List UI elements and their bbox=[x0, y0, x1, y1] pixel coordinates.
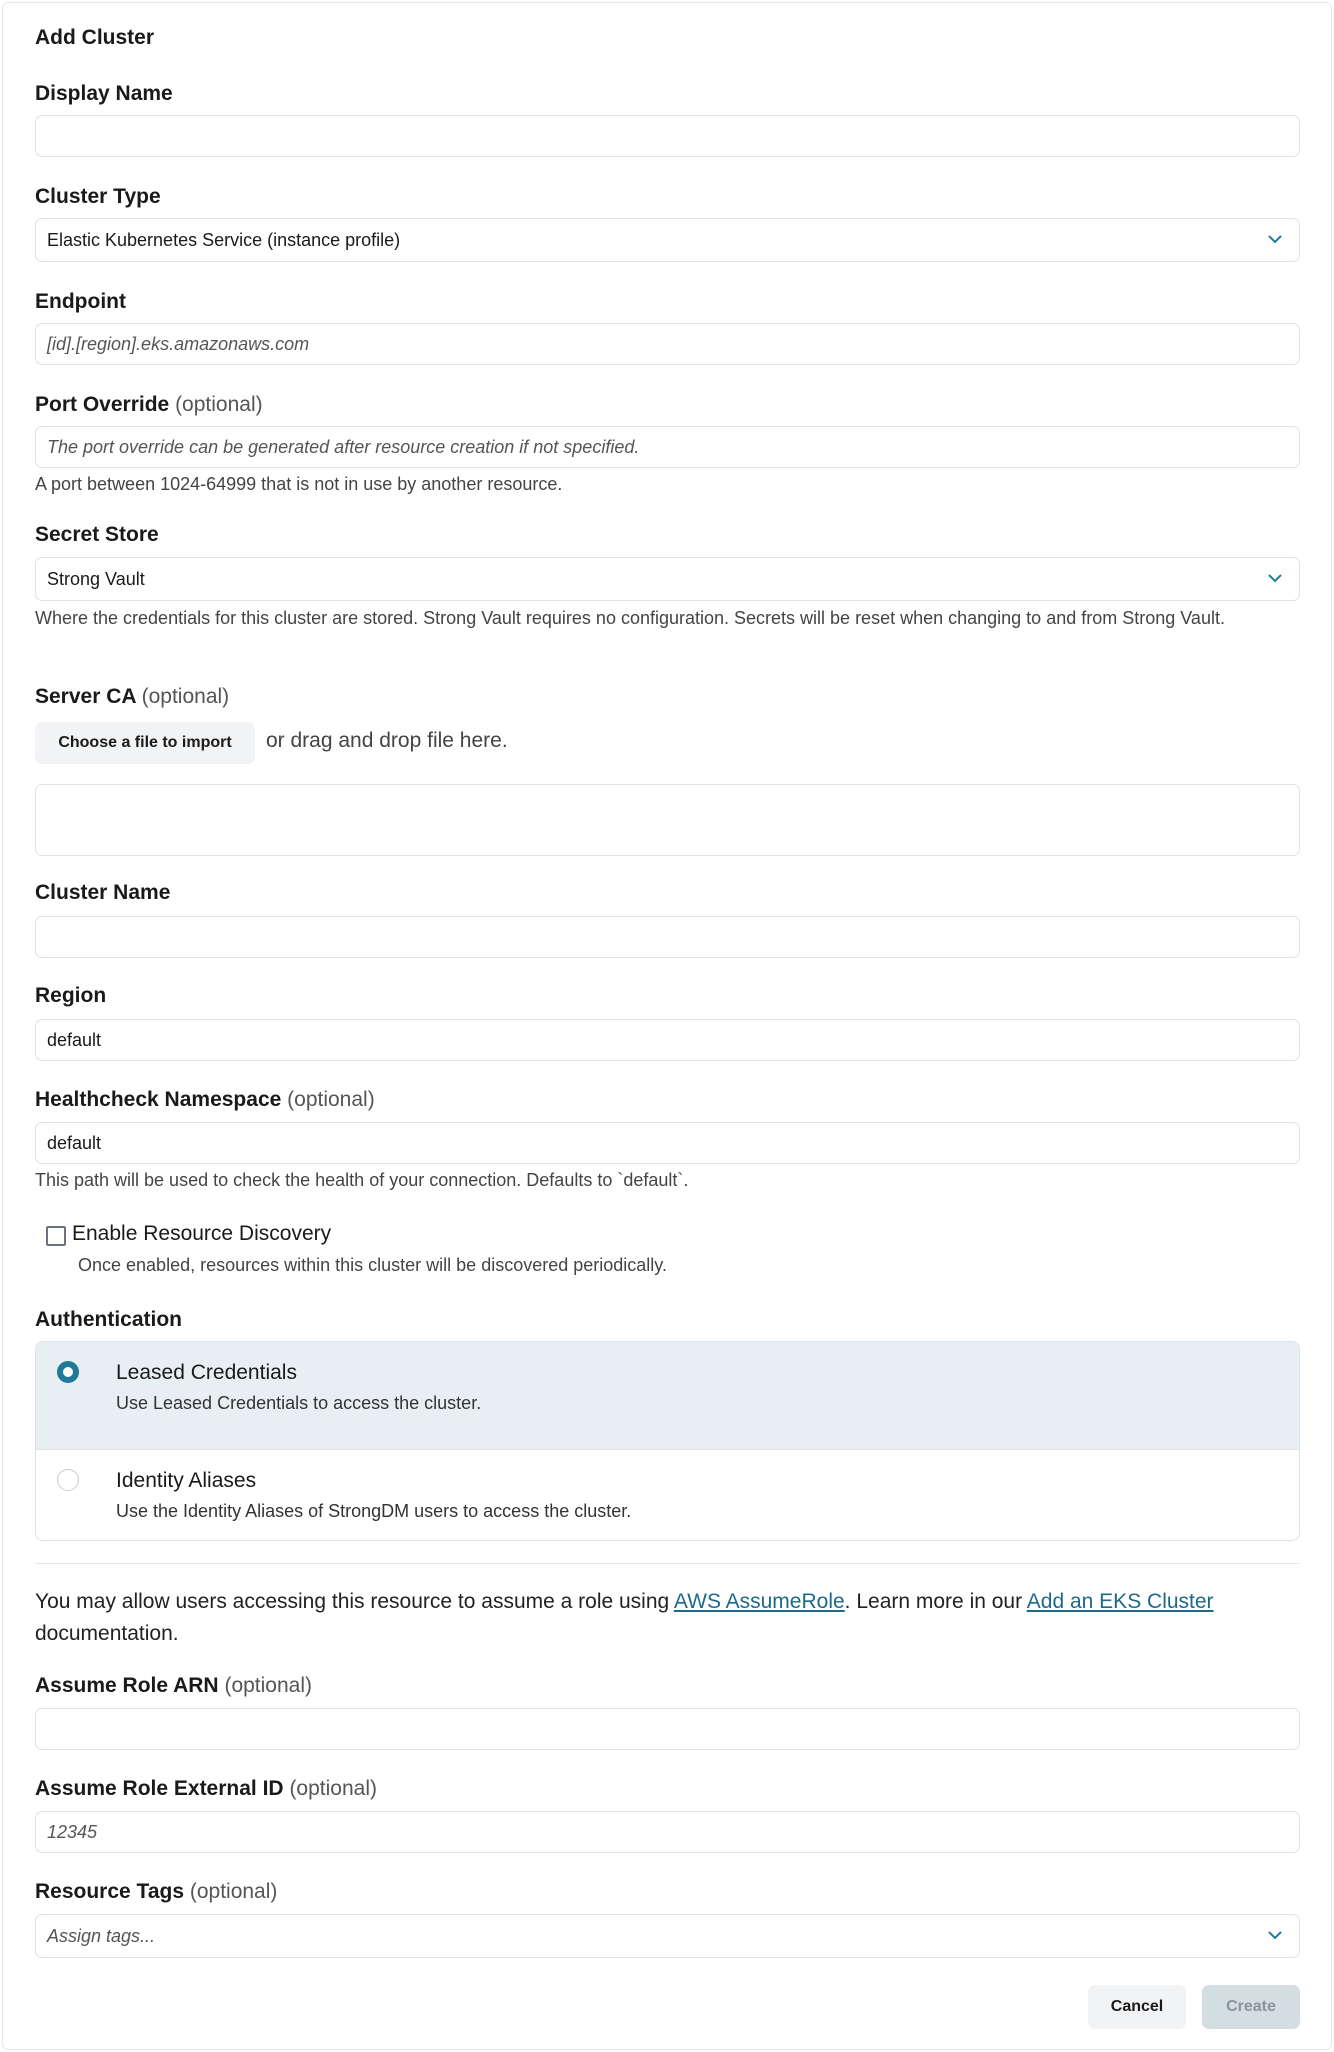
section-divider bbox=[35, 1563, 1300, 1564]
server-ca-textarea[interactable] bbox=[35, 784, 1300, 856]
drop-file-text: or drag and drop file here. bbox=[266, 729, 508, 752]
cluster-name-input[interactable] bbox=[35, 916, 1300, 958]
healthcheck-namespace-help: This path will be used to check the health of your connection. Defaults to `default`. bbox=[35, 1170, 689, 1190]
cluster-type-label: Cluster Type bbox=[35, 185, 161, 208]
secret-store-help: Where the credentials for this cluster are stored. Strong Vault requires no configuration. Secrets will be reset when changing to and from Strong Vault. bbox=[35, 608, 1225, 628]
auth-option-subtitle: Use Leased Credentials to access the cluster. bbox=[116, 1393, 482, 1413]
info-text: . Learn more in our bbox=[844, 1590, 1027, 1613]
resource-tags-select[interactable] bbox=[35, 1914, 1300, 1958]
aws-assumerole-link[interactable]: AWS AssumeRole bbox=[673, 1590, 845, 1613]
auth-option-title: Identity Aliases bbox=[116, 1469, 257, 1492]
enable-resource-discovery-label[interactable]: Enable Resource Discovery bbox=[72, 1222, 332, 1245]
authentication-options bbox=[35, 1341, 1300, 1541]
info-text: You may allow users accessing this resource to assume a role using bbox=[35, 1590, 674, 1613]
display-name-label: Display Name bbox=[35, 82, 173, 105]
endpoint-input[interactable]: [id].[region].eks.amazonaws.com bbox=[35, 323, 1300, 365]
dialog-title: Add Cluster bbox=[35, 26, 155, 49]
port-override-input[interactable]: The port override can be generated after resource creation if not specified. bbox=[35, 426, 1300, 468]
info-text: documentation. bbox=[35, 1622, 179, 1645]
assume-role-external-id-label: Assume Role External ID (optional) bbox=[35, 1777, 377, 1800]
secret-store-select[interactable] bbox=[35, 557, 1300, 601]
cluster-name-label: Cluster Name bbox=[35, 881, 171, 904]
chevron-down-icon bbox=[1265, 568, 1285, 588]
secret-store-value: Strong Vault bbox=[47, 569, 145, 589]
assume-role-info bbox=[35, 1586, 1300, 1650]
display-name-input[interactable] bbox=[35, 115, 1300, 157]
assume-role-arn-input[interactable] bbox=[35, 1708, 1300, 1750]
healthcheck-namespace-label: Healthcheck Namespace (optional) bbox=[35, 1088, 375, 1111]
auth-option-leased-credentials[interactable] bbox=[36, 1342, 1299, 1449]
resource-discovery-help: Once enabled, resources within this cluster will be discovered periodically. bbox=[78, 1255, 667, 1275]
cluster-type-select[interactable] bbox=[35, 218, 1300, 262]
leased-credentials-radio[interactable] bbox=[57, 1361, 79, 1383]
choose-file-button[interactable]: Choose a file to import bbox=[35, 722, 255, 764]
region-label: Region bbox=[35, 984, 107, 1007]
create-button[interactable]: Create bbox=[1202, 1985, 1300, 2029]
resource-tags-placeholder: Assign tags... bbox=[47, 1926, 156, 1946]
cluster-type-value: Elastic Kubernetes Service (instance profile) bbox=[47, 230, 401, 250]
server-ca-label: Server CA (optional) bbox=[35, 685, 230, 708]
auth-option-title: Leased Credentials bbox=[116, 1361, 297, 1384]
resource-tags-label: Resource Tags (optional) bbox=[35, 1880, 278, 1903]
cancel-button[interactable]: Cancel bbox=[1088, 1985, 1186, 2029]
identity-aliases-radio[interactable] bbox=[57, 1469, 79, 1491]
port-override-label: Port Override (optional) bbox=[35, 393, 263, 416]
assume-role-arn-label: Assume Role ARN (optional) bbox=[35, 1674, 313, 1697]
auth-option-identity-aliases[interactable] bbox=[36, 1449, 1299, 1541]
healthcheck-namespace-input[interactable]: default bbox=[35, 1122, 1300, 1164]
secret-store-label: Secret Store bbox=[35, 523, 159, 546]
port-override-help: A port between 1024-64999 that is not in use by another resource. bbox=[35, 474, 563, 494]
authentication-label: Authentication bbox=[35, 1308, 182, 1331]
region-input[interactable]: default bbox=[35, 1019, 1300, 1061]
chevron-down-icon bbox=[1265, 229, 1285, 249]
enable-resource-discovery-checkbox[interactable] bbox=[46, 1226, 66, 1246]
endpoint-label: Endpoint bbox=[35, 290, 126, 313]
add-eks-cluster-link[interactable]: Add an EKS Cluster bbox=[1026, 1590, 1214, 1613]
auth-option-subtitle: Use the Identity Aliases of StrongDM users to access the cluster. bbox=[116, 1501, 632, 1521]
assume-role-external-id-input[interactable]: 12345 bbox=[35, 1811, 1300, 1853]
chevron-down-icon bbox=[1265, 1925, 1285, 1945]
